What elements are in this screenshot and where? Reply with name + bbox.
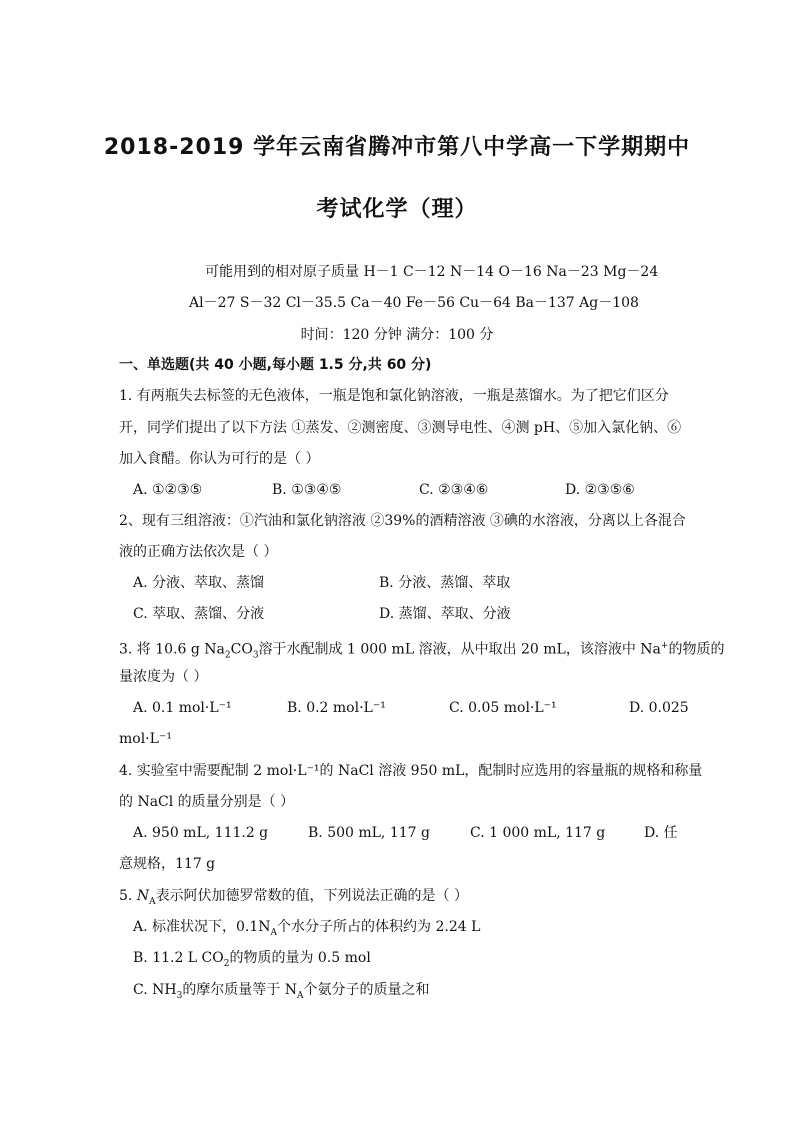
q4-option-b: B. 500 mL, 117 g (308, 825, 430, 841)
q4-option-d: D. 任 (644, 825, 678, 841)
q2-option-b: B. 分液、蒸馏、萃取 (379, 575, 511, 591)
q1-option-d: D. ②③⑤⑥ (565, 482, 635, 498)
q5-c-text: C. NH (133, 982, 177, 998)
q3-sub-2: 2 (224, 650, 231, 661)
q4-option-d-continued: 意规格，117 g (119, 856, 216, 872)
exam-title-line2: 考试化学（理） (316, 197, 478, 222)
q5-c-mid: 的摩尔质量等于 N (182, 982, 298, 998)
q2-line1: 2、现有三组溶液：①汽油和氯化钠溶液 ②39%的酒精溶液 ③碘的水溶液，分离以上各混合 (119, 513, 686, 529)
q5-c-sub: 3 (176, 990, 183, 1001)
q3-option-a: A. 0.1 mol·L⁻¹ (133, 700, 232, 716)
q4-option-a: A. 950 mL, 111.2 g (133, 825, 269, 841)
q5-option-b (133, 948, 371, 974)
q2-option-c: C. 萃取、蒸馏、分液 (133, 606, 265, 622)
q5-a-sub: A (270, 927, 278, 938)
q5-number: 5. (119, 888, 137, 904)
q2-option-d: D. 蒸馏、萃取、分液 (379, 606, 511, 622)
q5-a-text: A. 标准状况下，0.1N (133, 919, 271, 935)
time-and-score: 时间：120 分钟 满分：100 分 (300, 327, 494, 343)
q3-text-c: 溶于水配制成 1 000 mL 溶液，从中取出 20 mL，该溶液中 Na (258, 641, 661, 658)
q5-c-rest: 个氨分子的质量之和 (303, 982, 430, 998)
q3-option-d: D. 0.025 (629, 700, 689, 716)
exam-title-line1: 2018-2019 学年云南省腾冲市第八中学高一下学期期中 (103, 135, 691, 160)
q1-line1: 1. 有两瓶失去标签的无色液体，一瓶是饱和氯化钠溶液，一瓶是蒸馏水。为了把它们区分 (119, 388, 669, 404)
q4-option-c: C. 1 000 mL, 117 g (470, 825, 606, 841)
atomic-masses-line1: 可能用到的相对原子质量 H－1 C－12 N－14 O－16 Na－23 Mg－24 (205, 264, 659, 280)
q1-option-b: B. ①③④⑤ (272, 482, 342, 498)
atomic-masses-line2: Al－27 S－32 Cl－35.5 Ca－40 Fe－56 Cu－64 Ba－137 Ag－108 (189, 295, 639, 311)
q5-option-c (133, 980, 430, 1006)
q3-sup-plus: + (660, 641, 669, 651)
q3-text-a: 3. 将 10.6 g Na (119, 641, 225, 658)
q1-option-c: C. ②③④⑥ (419, 482, 489, 498)
q3-text-d: 的物质的 (668, 641, 725, 658)
q5-b-sub: 2 (223, 958, 230, 969)
q5-stem-text: 表示阿伏加德罗常数的值，下列说法正确的是（ ） (155, 888, 469, 904)
q5-b-text: B. 11.2 L CO (133, 950, 224, 966)
q5-a-rest: 个水分子所占的体积约为 2.24 L (277, 919, 481, 935)
q5-c-sub2: A (297, 990, 304, 1001)
q4-line2: 的 NaCl 的质量分别是（ ） (119, 794, 295, 810)
section-heading: 一、单选题(共 40 小题,每小题 1.5 分,共 60 分) (119, 357, 432, 373)
q5-stem (119, 886, 468, 912)
q3-sub-3: 3 (252, 650, 259, 661)
q2-option-a: A. 分液、萃取、蒸馏 (133, 575, 265, 591)
q3-option-d-continued: mol·L⁻¹ (119, 731, 172, 747)
q5-na-sub: A (149, 896, 156, 907)
q3-option-c: C. 0.05 mol·L⁻¹ (449, 700, 557, 716)
q1-line3: 加入食醋。你认为可行的是（ ） (119, 451, 320, 467)
q5-na-symbol: N (136, 888, 150, 904)
q4-line1: 4. 实验室中需要配制 2 mol·L⁻¹的 NaCl 溶液 950 mL，配制时应选用的容量瓶的规格和称量 (119, 763, 703, 779)
q3-option-b: B. 0.2 mol·L⁻¹ (287, 700, 386, 716)
q1-line2: 开，同学们提出了以下方法 ①蒸发、②测密度、③测导电性、④测 pH、⑤加入氯化钠、⑥ (119, 420, 682, 436)
q3-line1 (119, 636, 724, 665)
q5-option-a (133, 917, 480, 943)
q3-line2: 量浓度为（ ） (119, 669, 208, 685)
q3-text-b: CO (230, 641, 253, 658)
q1-option-a: A. ①②③⑤ (133, 482, 203, 498)
q5-b-rest: 的物质的量为 0.5 mol (229, 950, 371, 966)
q2-line2: 液的正确方法依次是（ ） (119, 544, 278, 560)
